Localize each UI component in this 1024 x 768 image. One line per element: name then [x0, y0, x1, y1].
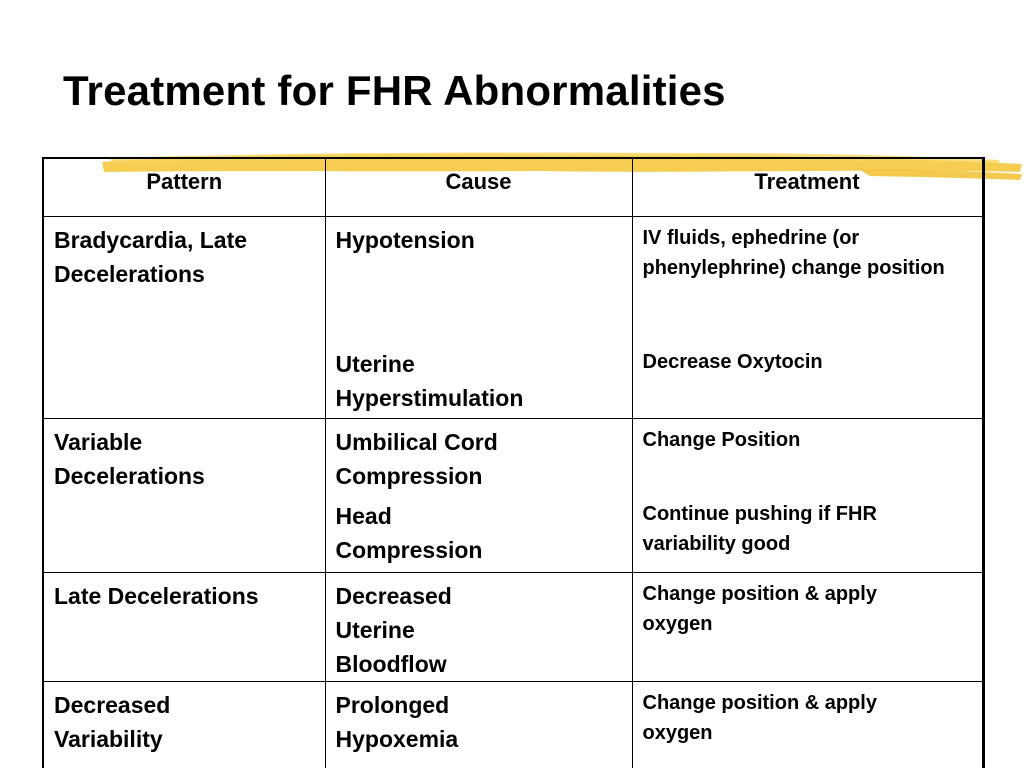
treatment-cell: [632, 216, 983, 418]
table-row: [43, 681, 983, 768]
pattern-cell: [43, 418, 325, 572]
cause-text: Decreased Uterine Bloodflow: [335, 582, 452, 677]
cause-text: Hypotension: [335, 226, 475, 253]
cause-text: Umbilical Cord Compression: [335, 428, 498, 489]
treatment-text: Decrease Oxytocin: [642, 350, 823, 373]
table-row: [43, 572, 983, 681]
table-row: [43, 418, 983, 572]
header-cause: Cause: [325, 158, 632, 216]
header-treatment: Treatment: [632, 158, 983, 216]
pattern-cell: [43, 216, 325, 418]
pattern-cell: [43, 572, 325, 681]
cause-cell: [325, 418, 632, 572]
header-pattern: Pattern: [43, 158, 325, 216]
fhr-treatment-table: [42, 157, 985, 768]
treatment-text: Continue pushing if FHR variability good: [642, 502, 877, 555]
treatment-text: Change position & apply oxygen: [642, 691, 877, 744]
treatment-cell: [632, 572, 983, 681]
pattern-text: Variable Decelerations: [54, 428, 205, 489]
treatment-text: IV fluids, ephedrine (or phenylephrine) change position: [642, 226, 945, 279]
pattern-text: Decreased Variability: [54, 691, 171, 752]
treatment-cell: [632, 418, 983, 572]
pattern-text: Late Decelerations: [54, 582, 259, 609]
table-row: [43, 216, 983, 418]
cause-cell: [325, 681, 632, 768]
treatment-text: Change Position: [642, 428, 801, 451]
pattern-text: Bradycardia, Late Decelerations: [54, 226, 248, 287]
treatment-cell: [632, 681, 983, 768]
pattern-cell: [43, 681, 325, 768]
cause-text: Head Compression: [335, 502, 483, 563]
cause-text: Prolonged Hypoxemia: [335, 691, 459, 752]
cause-cell: [325, 572, 632, 681]
table-header-row: [43, 158, 983, 216]
slide-title: Treatment for FHR Abnormalities: [63, 67, 726, 114]
cause-cell: [325, 216, 632, 418]
treatment-text: Change position & apply oxygen: [642, 582, 877, 635]
cause-text: Uterine Hyperstimulation: [335, 350, 524, 411]
